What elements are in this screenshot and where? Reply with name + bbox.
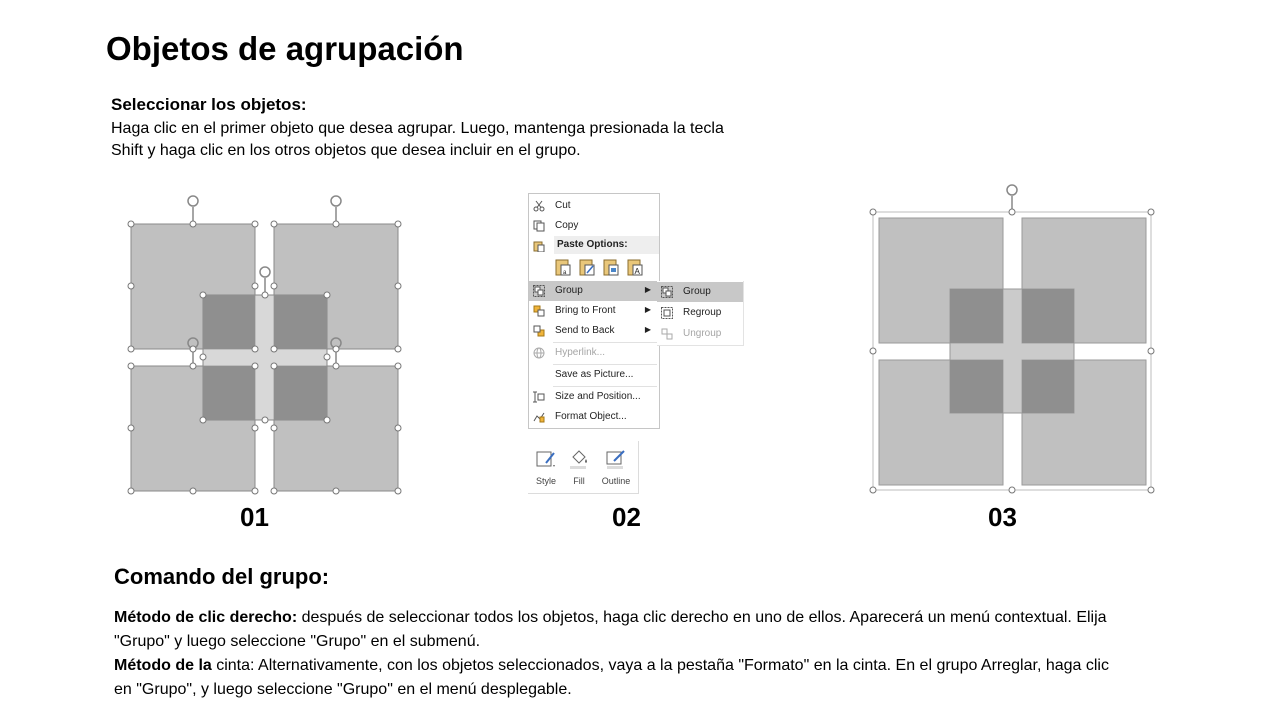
regroup-icon — [661, 307, 673, 319]
menu-item-format-object[interactable] — [529, 407, 659, 427]
submenu-item-regroup[interactable] — [657, 303, 743, 323]
clipboard-icon — [533, 240, 545, 252]
step-number-03: 03 — [988, 502, 1017, 532]
ribbon-paragraph — [114, 654, 1114, 702]
grouped-shapes[interactable] — [879, 218, 1146, 485]
ribbon-outline-button[interactable] — [600, 445, 632, 489]
paste-merge-format-icon[interactable] — [578, 257, 596, 277]
paste-keep-format-icon[interactable] — [554, 257, 572, 277]
pen-outline-icon — [604, 447, 628, 471]
paste-picture-icon[interactable] — [602, 257, 620, 277]
context-menu — [528, 193, 660, 429]
select-heading: Seleccionar los objetos: — [111, 95, 307, 114]
menu-label-copy: Copy — [555, 220, 579, 231]
ribbon-method-text: cinta: Alternativamente, con los objetos seleccionados, vaya a la pestaña "Formato" en la cinta. En el grupo Arreglar, haga clic en "Grupo", y luego seleccione "Grupo" en el menú desplegable. — [114, 657, 1109, 698]
group-icon — [661, 286, 673, 298]
size-position-icon — [533, 391, 545, 403]
scissors-icon — [533, 200, 545, 212]
right-click-label: Método de clic derecho: — [114, 609, 298, 626]
svg-text:A: A — [634, 267, 640, 276]
submenu-label-group: Group — [683, 286, 711, 297]
step-number-01: 01 — [240, 502, 269, 532]
menu-item-copy[interactable] — [529, 216, 659, 236]
chevron-right-icon: ▶ — [644, 285, 651, 294]
submenu-label-ungroup: Ungroup — [683, 328, 722, 339]
bring-front-icon — [533, 305, 545, 317]
step-number-02: 02 — [612, 502, 641, 532]
menu-label-cut: Cut — [555, 200, 571, 211]
menu-label-send-to-back: Send to Back — [555, 325, 615, 336]
submenu-item-group[interactable] — [657, 282, 743, 302]
ribbon-method-label: Método de la — [114, 657, 212, 674]
submenu-item-ungroup[interactable] — [657, 324, 743, 344]
menu-item-size-position[interactable] — [529, 387, 659, 407]
menu-label-group: Group — [555, 285, 583, 296]
svg-text:a: a — [563, 270, 567, 276]
illustration-03 — [860, 180, 1165, 500]
menu-item-hyperlink[interactable] — [529, 343, 659, 363]
menu-item-send-to-back[interactable] — [529, 321, 659, 341]
copy-icon — [533, 220, 545, 232]
group-icon — [533, 285, 545, 297]
rotate-handle-icon[interactable] — [1007, 185, 1017, 212]
select-body: Haga clic en el primer objeto que desea agrupar. Luego, mantenga presionada la tecla Shift y haga clic en los otros objetos que desea incluir en el grupo. — [111, 120, 724, 159]
menu-item-group[interactable] — [529, 281, 659, 301]
group-submenu — [657, 281, 744, 346]
menu-label-hyperlink: Hyperlink... — [555, 347, 606, 358]
paint-bucket-icon — [567, 447, 591, 471]
hyperlink-icon — [533, 347, 545, 359]
ungroup-icon — [661, 328, 673, 340]
menu-item-save-as-picture[interactable] — [529, 365, 659, 385]
ribbon-style-label: Style — [535, 476, 556, 486]
illustration-01 — [120, 190, 410, 500]
right-click-paragraph — [114, 606, 1114, 654]
paste-options-label: Paste Options: — [557, 239, 628, 250]
menu-item-bring-to-front[interactable] — [529, 301, 659, 321]
ribbon-outline-label: Outline — [601, 476, 631, 486]
chevron-right-icon: ▶ — [644, 325, 651, 334]
send-back-icon — [533, 325, 545, 337]
menu-item-cut[interactable] — [529, 196, 659, 216]
paste-options-header — [554, 236, 659, 254]
right-click-text: después de seleccionar todos los objetos, haga clic derecho en uno de ellos. Aparecerá un menú contextual. Elija "Grupo" y luego seleccione "Grupo" en el submenú. — [114, 609, 1107, 650]
page-title: Objetos de agrupación — [106, 30, 464, 67]
shape-style-icon — [534, 447, 558, 471]
ribbon-style-button[interactable] — [530, 445, 562, 489]
format-ribbon — [528, 441, 639, 494]
ribbon-fill-label: Fill — [573, 476, 585, 486]
ribbon-fill-button[interactable] — [563, 445, 595, 489]
menu-label-size-position: Size and Position... — [555, 391, 641, 402]
command-heading: Comando del grupo: — [114, 564, 330, 589]
menu-label-bring-to-front: Bring to Front — [555, 305, 616, 316]
menu-label-save-as-picture: Save as Picture... — [555, 369, 634, 380]
paste-text-only-icon[interactable] — [626, 257, 644, 277]
menu-label-format-object: Format Object... — [555, 411, 627, 422]
format-object-icon — [533, 411, 545, 423]
chevron-right-icon: ▶ — [644, 305, 651, 314]
submenu-label-regroup: Regroup — [683, 307, 722, 318]
